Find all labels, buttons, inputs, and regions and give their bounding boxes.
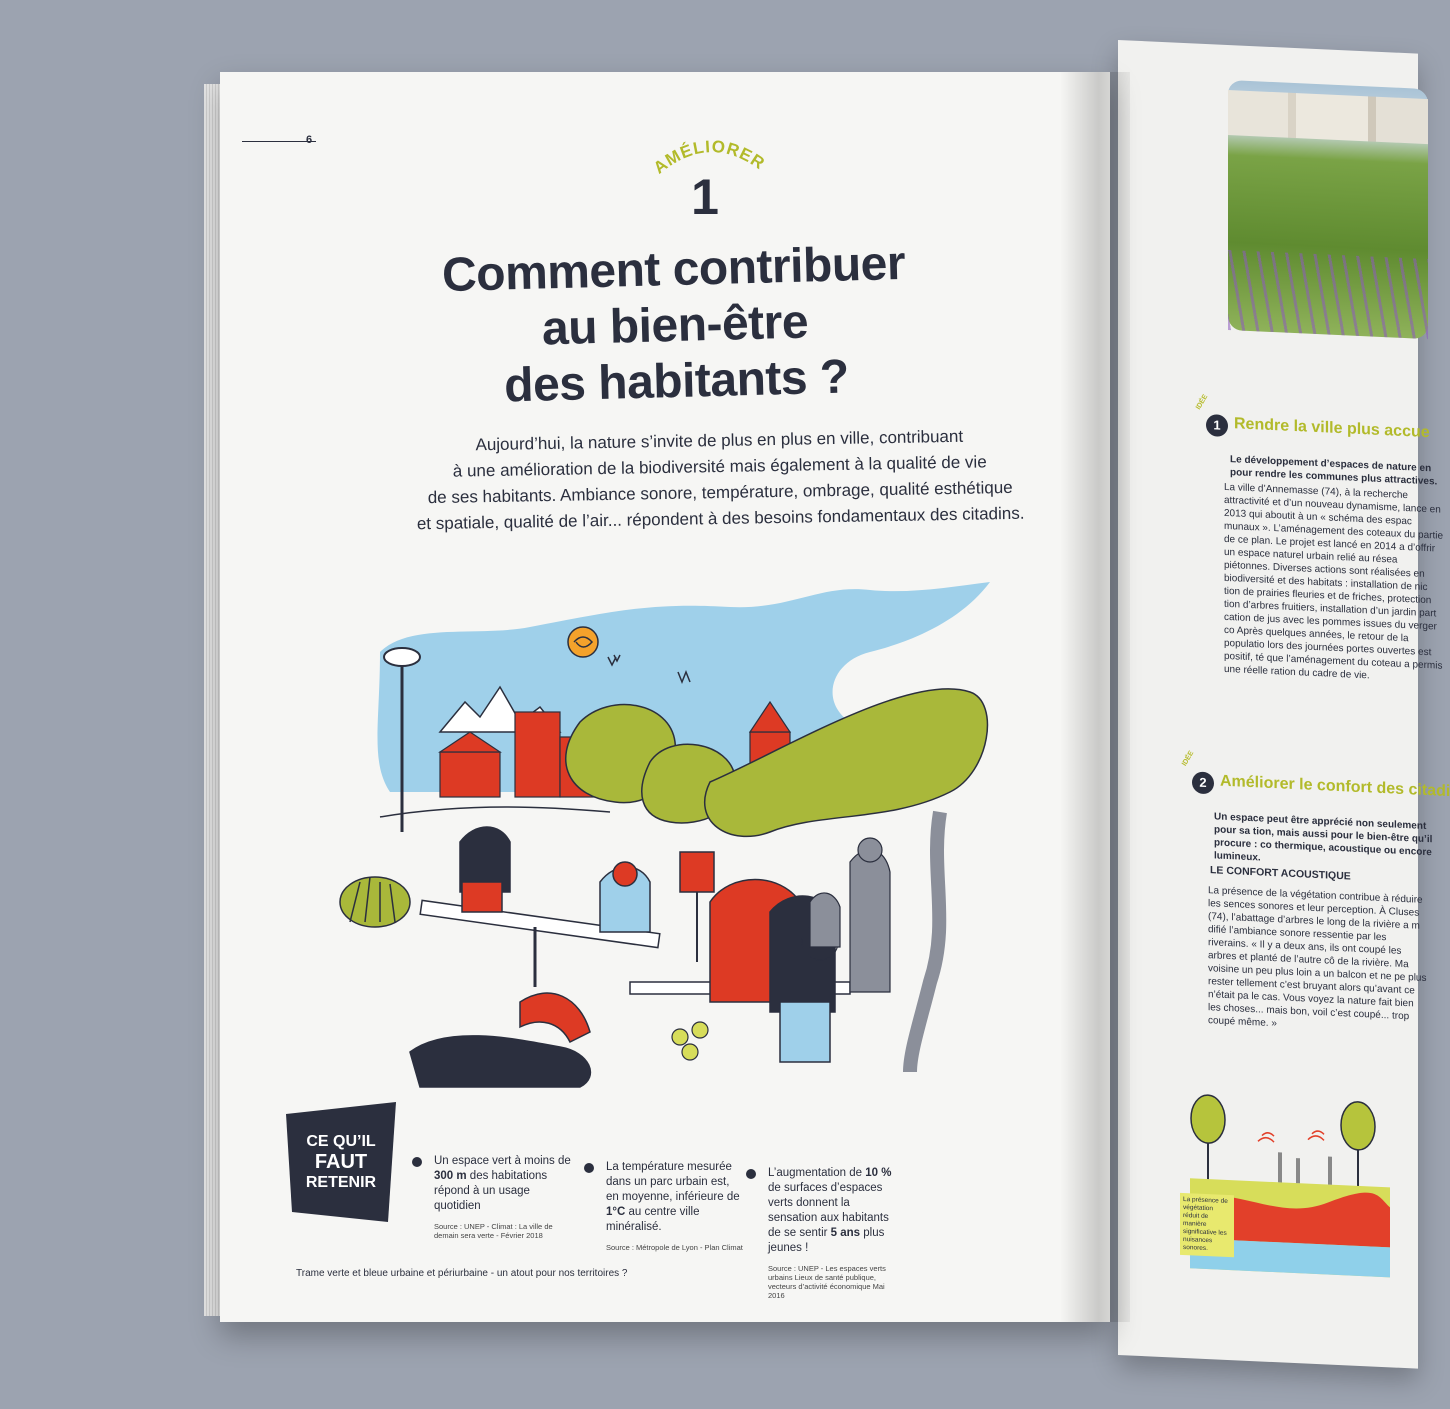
title-line-2: au bien-être [541,295,809,356]
diagram-note: La présence de végétation réduit de manière significative les nuisances sonores. [1180,1193,1234,1257]
birdhouse [680,852,714,892]
page-number: 6 [306,134,313,146]
page-title [188,229,1162,422]
fact-3-source: Source : UNEP - Les espaces verts urbains Lieux de santé publique, vecteurs d’activité économique Mai 2016 [768,1264,886,1300]
seesaw [420,827,660,987]
buildings [1228,90,1428,144]
sun-icon [568,627,598,657]
sound-waves-left [1258,1132,1274,1142]
idea2-lead: Un espace peut être apprécié non seulement pour sa tion, mais aussi pour le bien-être qu’il procure : co thermique, acoustique ou encore lumineux. [1214,811,1433,864]
badge-line-1: CE QU’IL [306,1133,376,1150]
fact-2: La température mesurée dans un parc urbain est, en moyenne, inférieure de 1°C au centre ville minéralisé. Source : Métropole de Lyon - Plan Climat [606,1160,744,1252]
idea1-lead: Le développement d’espaces de nature en pour rendre les communes plus attractives. [1230,454,1438,488]
hillside-photo [1228,80,1428,339]
shrub [340,877,410,927]
intro-paragraph [309,421,1131,539]
right-page [1118,40,1450,1369]
bullet-icon [746,1169,756,1179]
fact-3: L’augmentation de 10 % de surfaces d’espaces verts donnent la sensation aux habitants de se sentir 5 ans plus jeunes ! Source : UNEP - Les espaces verts urbains Lieux de santé publique, vecteurs d’activité économique Mai 2016 [768,1166,898,1300]
page-gutter-shadow [1060,72,1130,1322]
intro-line-3: de ses habitants. Ambiance sonore, température, ombrage, qualité esthétique [427,477,1013,508]
flowers [672,1022,708,1060]
page-footer: Trame verte et bleue urbaine et périurbaine - un atout pour nos territoires ? [296,1268,628,1279]
intro-line-4: et spatiale, qualité de l’air... répondent à des besoins fondamentaux des citadins. [416,503,1025,534]
lupin-flowers [1228,250,1428,339]
diagram-tree-left [1191,1094,1225,1144]
idea-tag-2: IDÉE [1181,749,1196,768]
idea1-number: 1 [1206,414,1228,437]
acoustic-body: La présence de la végétation contribue à réduire les sences sonores et leur perception. À Cluses (74), l’abattage d’arbres le long de la rivière a m difié l’ambiance sonore ressentie par les riverains. « Il y a deux ans, ils ont coupé les arbres et planté de l’autre cô de la rivière. Ma voisine un peu plus loin a un balcon et ne pe plus rester tellement c’est bruyant alors qu’avant ce n’était pa le cas. Vous voyez la nature fait bien les choses... mais bon, voil c’est coupé... trop coupé même. » [1208,885,1427,1030]
bullet-icon [412,1157,422,1167]
idea1-body: La ville d’Annemasse (74), à la recherche attractivité et d’un nouveau dynamisme, lance en 2013 qui aboutit à un « schéma des espac munaux ». L’aménagement des coteaux du partie de ce plan. Le projet est lancé en 2014 a d’offrir un espace naturel urbain relié au résea piétonnes. Diverses actions sont réalisées en biodiversité et des habitats : installation de nic tion de prairies fleuries et de friches, protection tion d’arbres fruitiers, installation d’un jardin part cation de jus avec les pommes issues du verger co Après quelques années, le retour de la populatio lors des journées portes ouvertes est positif, té que l’aménagement du coteau a permis une réelle ration du cadre de vie. [1224,481,1444,682]
intro-line-1: Aujourd’hui, la nature s’invite de plus en plus en ville, contribuant [475,426,964,455]
badge-text [278,1132,404,1192]
acoustic-subheading: LE CONFORT ACOUSTIQUE [1210,864,1351,883]
badge-line-2: FAUT [314,1151,368,1173]
diagram-tree-right [1341,1101,1375,1151]
idea1-title: Rendre la ville plus accue [1234,415,1430,442]
park-illustration [350,582,1010,1142]
idea-tag-1: IDÉE [1195,393,1210,412]
idea2-number: 2 [1192,771,1214,794]
chapter-number: 1 [691,169,719,225]
page-rule [242,141,316,142]
left-page [220,72,1110,1322]
fact-1: Un espace vert à moins de 300 m des habitations répond à un usage quotidien Source : UNEP - Climat : La ville de demain sera verte - Février 2018 [434,1154,574,1240]
title-line-1: Comment contribuer [441,236,906,303]
badge-line-3: RETENIR [305,1174,377,1191]
idea2-title: Améliorer le confort des citadi [1220,772,1450,801]
title-line-3: des habitants ? [503,350,850,413]
fact-1-source: Source : UNEP - Climat : La ville de demain sera verte - Février 2018 [434,1222,553,1240]
fact-2-source: Source : Métropole de Lyon - Plan Climat [606,1243,743,1252]
sound-waves-right [1308,1131,1324,1141]
bullet-icon [584,1163,594,1173]
section-label: AMÉLIORER [649,136,769,178]
lying-person [410,993,590,1087]
intro-line-2: à une amélioration de la biodiversité mais également à la qualité de vie [452,452,987,481]
tree-trunk [910,812,940,1072]
